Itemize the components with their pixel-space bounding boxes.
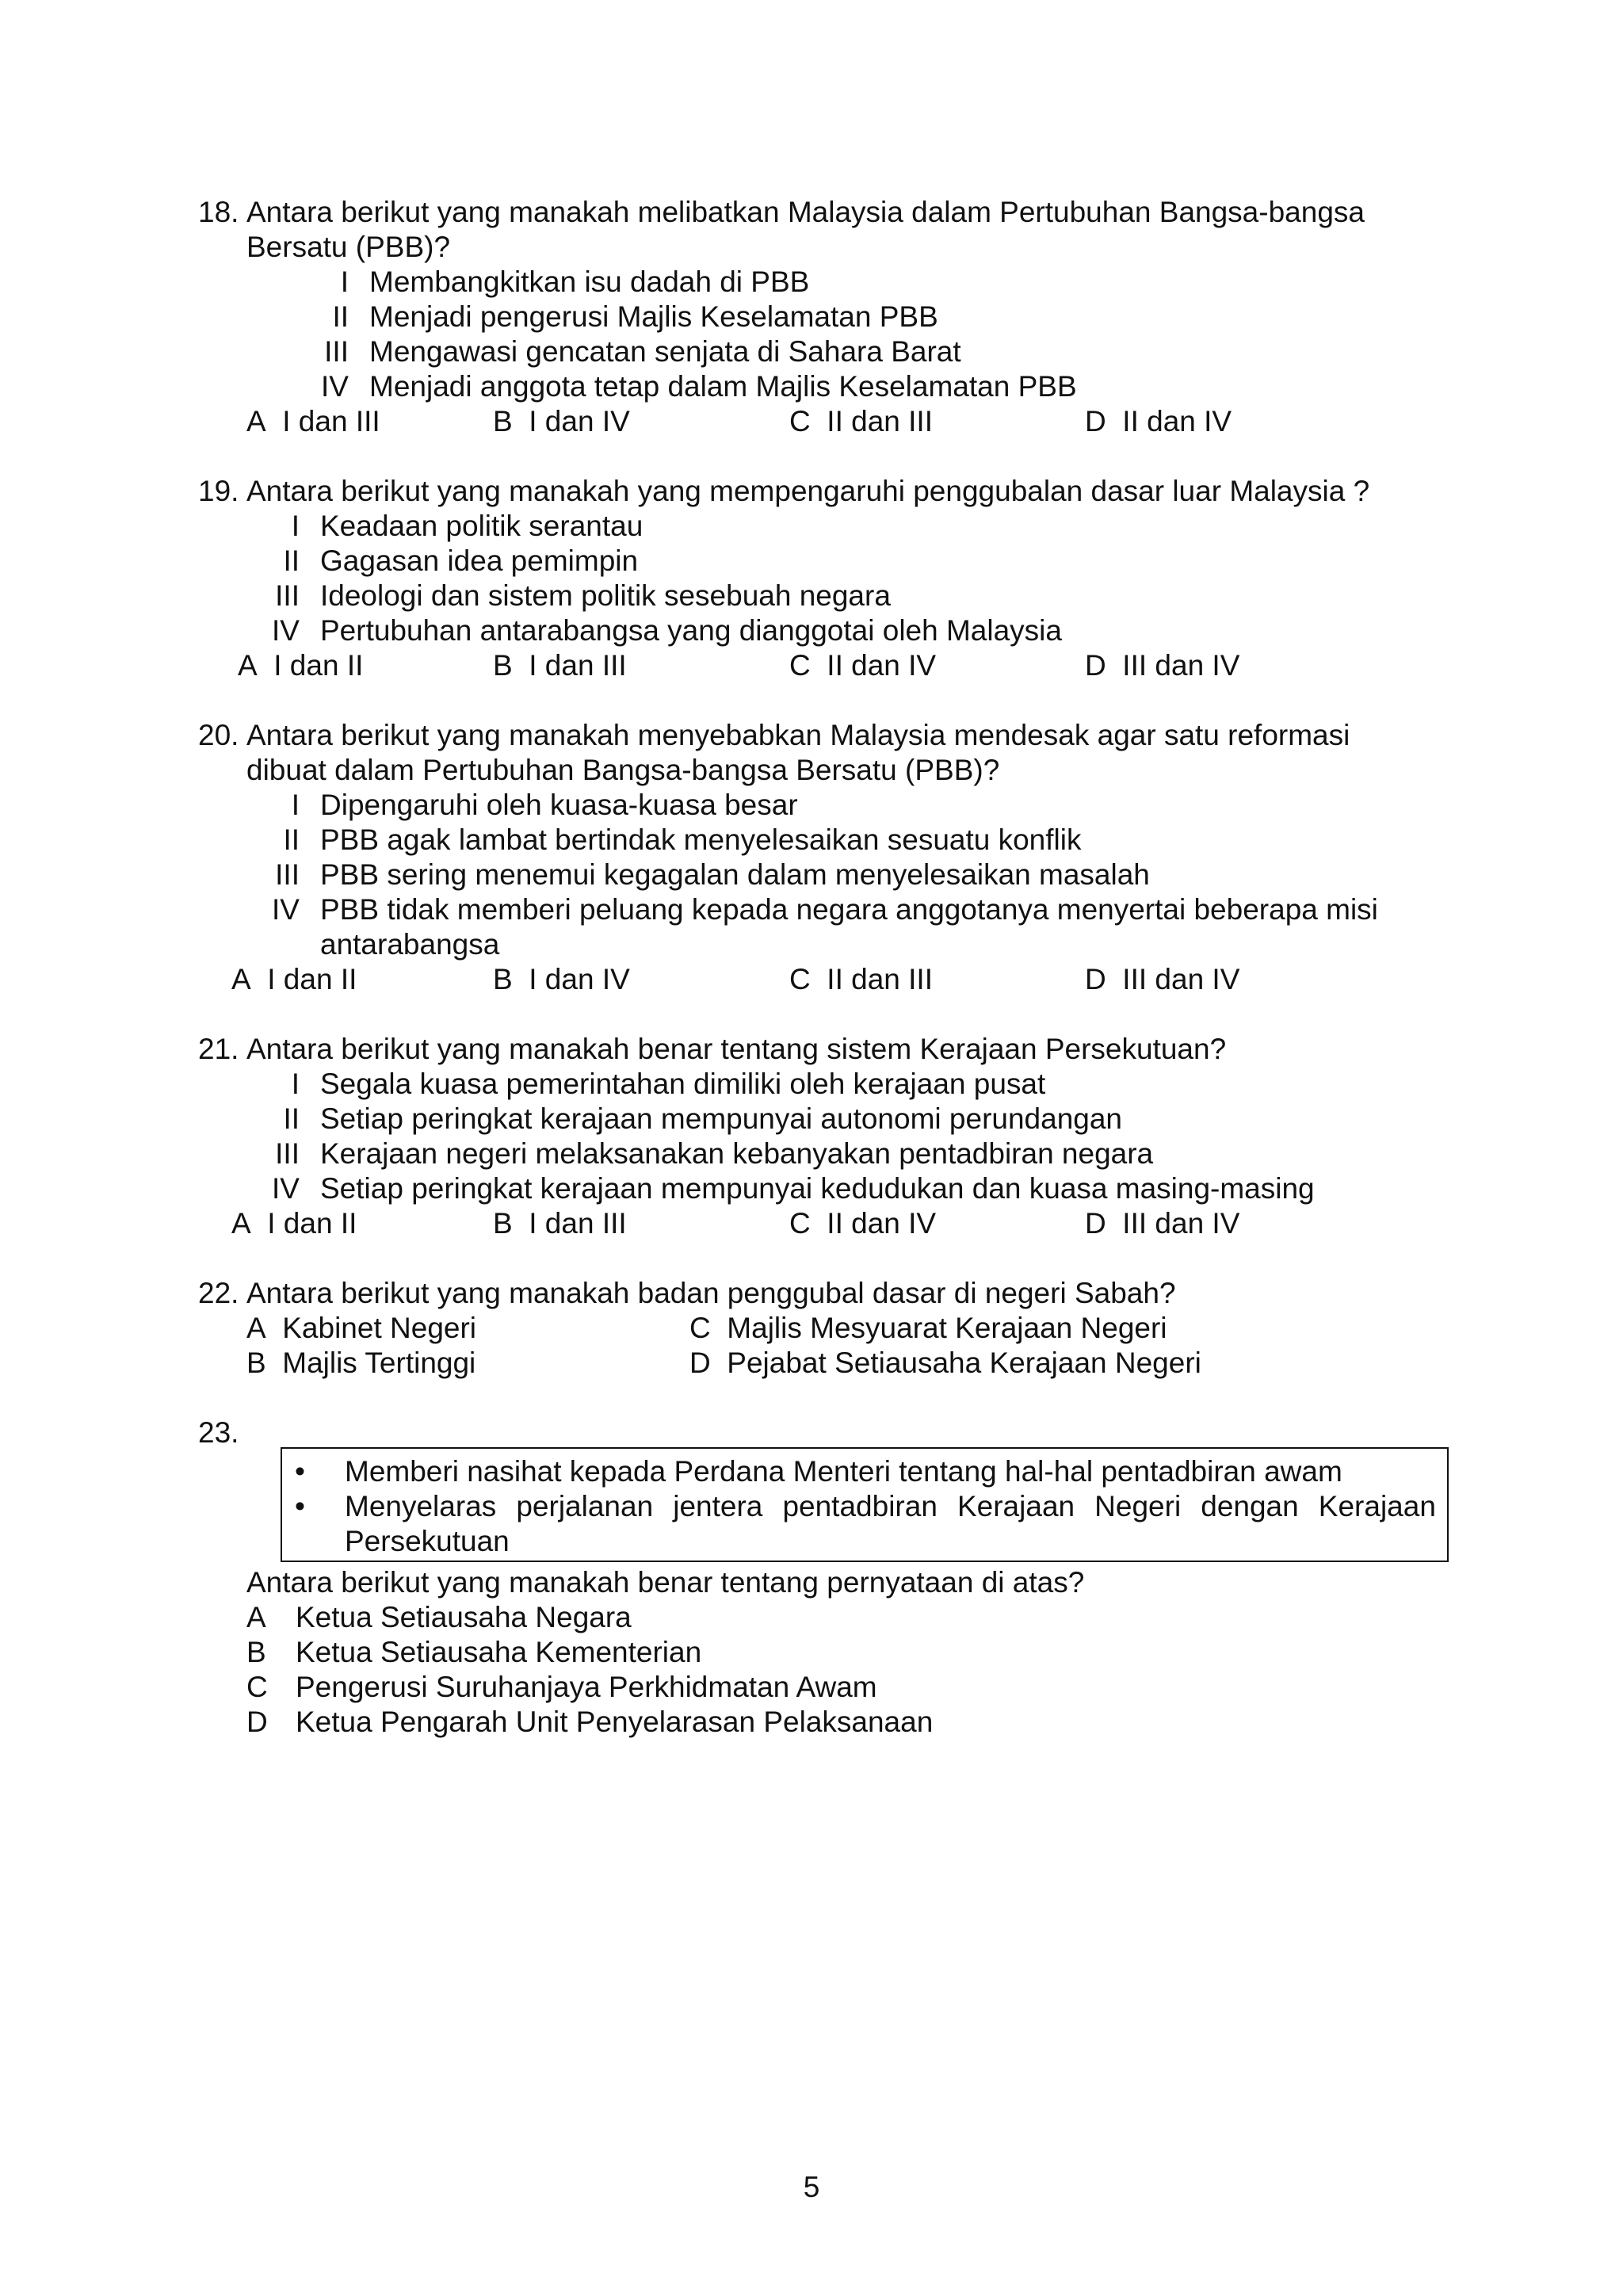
item-roman: I: [291, 1068, 300, 1100]
option-letter: B: [493, 963, 513, 995]
option-b[interactable]: [246, 1346, 475, 1381]
item-roman: IV: [272, 893, 300, 926]
item-text: Menjadi anggota tetap dalam Majlis Keselamatan PBB: [369, 370, 1077, 403]
option-letter: D: [1085, 405, 1106, 437]
option-text: I dan II: [267, 1207, 357, 1240]
question-number: 22.: [198, 1277, 239, 1309]
item-text: Mengawasi gencatan senjata di Sahara Barat: [369, 335, 961, 368]
item-roman: III: [275, 858, 300, 891]
statement-word: Kerajaan: [957, 1490, 1075, 1522]
option-c[interactable]: [789, 648, 936, 683]
item-text-cont: antarabangsa: [320, 928, 500, 961]
option-text: Ketua Setiausaha Kementerian: [296, 1636, 702, 1668]
item-text: PBB agak lambat bertindak menyelesaikan sesuatu konflik: [320, 823, 1082, 856]
option-d[interactable]: [246, 1705, 933, 1740]
option-text: II dan III: [827, 963, 933, 995]
option-letter: C: [789, 1207, 811, 1240]
option-text: Majlis Mesyuarat Kerajaan Negeri: [727, 1312, 1167, 1344]
option-letter: C: [689, 1312, 711, 1344]
item-text: Setiap peringkat kerajaan mempunyai autonomi perundangan: [320, 1102, 1123, 1135]
option-c[interactable]: [789, 962, 933, 997]
option-letter: B: [493, 649, 513, 682]
option-b[interactable]: [493, 962, 630, 997]
option-a[interactable]: [246, 1311, 476, 1346]
question-number: 21.: [198, 1033, 239, 1065]
item-roman: I: [291, 510, 300, 542]
item-roman: III: [275, 579, 300, 612]
statement-text: [345, 1489, 1436, 1524]
statement-word: jentera: [673, 1490, 763, 1522]
question-number: 19.: [198, 475, 239, 507]
item-roman: III: [275, 1137, 300, 1170]
question-stem-cont: Bersatu (PBB)?: [246, 231, 451, 263]
item-roman: II: [332, 300, 349, 333]
question-number: 18.: [198, 196, 239, 228]
option-text: I dan III: [282, 405, 380, 437]
option-letter: B: [246, 1347, 266, 1379]
option-b[interactable]: [493, 404, 630, 439]
question-number: 23.: [198, 1416, 239, 1449]
option-text: Majlis Tertinggi: [282, 1347, 476, 1379]
option-a[interactable]: [231, 962, 357, 997]
option-letter: D: [246, 1706, 268, 1738]
option-text: I dan IV: [529, 405, 630, 437]
item-text: Menjadi pengerusi Majlis Keselamatan PBB: [369, 300, 938, 333]
option-d[interactable]: [1085, 648, 1239, 683]
option-d[interactable]: [1085, 1206, 1239, 1241]
option-text: I dan III: [529, 1207, 627, 1240]
item-roman: II: [283, 1102, 300, 1135]
option-letter: B: [246, 1636, 266, 1668]
item-text: Setiap peringkat kerajaan mempunyai kedudukan dan kuasa masing-masing: [320, 1172, 1315, 1205]
statement-word: perjalanan: [516, 1490, 654, 1522]
option-text: III dan IV: [1122, 963, 1240, 995]
item-text: Ideologi dan sistem politik sesebuah negara: [320, 579, 891, 612]
item-roman: III: [324, 335, 349, 368]
option-b[interactable]: [246, 1635, 701, 1670]
option-d[interactable]: [689, 1346, 1201, 1381]
item-text: Gagasan idea pemimpin: [320, 544, 639, 577]
option-text: Pengerusi Suruhanjaya Perkhidmatan Awam: [296, 1671, 877, 1703]
question-stem: Antara berikut yang manakah benar tentang sistem Kerajaan Persekutuan?: [246, 1033, 1227, 1065]
option-letter: D: [1085, 1207, 1106, 1240]
option-letter: C: [789, 405, 811, 437]
option-text: I dan IV: [529, 963, 630, 995]
statement-word: Kerajaan: [1318, 1490, 1436, 1522]
option-letter: A: [246, 405, 266, 437]
option-letter: D: [1085, 649, 1106, 682]
option-text: I dan II: [273, 649, 364, 682]
option-b[interactable]: [493, 1206, 627, 1241]
item-text: Membangkitkan isu dadah di PBB: [369, 266, 810, 298]
option-a[interactable]: [246, 404, 380, 439]
bullet-icon: •: [295, 1455, 305, 1488]
option-letter: A: [231, 1207, 251, 1240]
option-text: I dan III: [529, 649, 627, 682]
option-text: II dan IV: [827, 1207, 937, 1240]
option-text: Ketua Setiausaha Negara: [296, 1601, 632, 1633]
statement-word: dengan: [1201, 1490, 1299, 1522]
item-text: Pertubuhan antarabangsa yang dianggotai oleh Malaysia: [320, 614, 1062, 647]
statement-word: pentadbiran: [782, 1490, 938, 1522]
question-stem: Antara berikut yang manakah yang mempengaruhi penggubalan dasar luar Malaysia ?: [246, 475, 1370, 507]
statement-word: Menyelaras: [345, 1490, 497, 1522]
option-letter: A: [238, 649, 258, 682]
option-c[interactable]: [789, 1206, 936, 1241]
option-d[interactable]: [1085, 404, 1232, 439]
option-text: I dan II: [267, 963, 357, 995]
option-letter: B: [493, 405, 513, 437]
option-c[interactable]: [246, 1670, 877, 1705]
option-letter: A: [231, 963, 251, 995]
statement-word: Negeri: [1094, 1490, 1182, 1522]
option-text: Kabinet Negeri: [282, 1312, 477, 1344]
option-letter: C: [789, 649, 811, 682]
item-text: Segala kuasa pemerintahan dimiliki oleh kerajaan pusat: [320, 1068, 1046, 1100]
option-b[interactable]: [493, 648, 627, 683]
item-roman: IV: [272, 1172, 300, 1205]
option-text: III dan IV: [1122, 649, 1240, 682]
option-text: Ketua Pengarah Unit Penyelarasan Pelaksanaan: [296, 1706, 934, 1738]
option-letter: C: [246, 1671, 268, 1703]
item-roman: I: [291, 789, 300, 821]
item-text: Dipengaruhi oleh kuasa-kuasa besar: [320, 789, 798, 821]
option-text: II dan IV: [827, 649, 937, 682]
question-number: 20.: [198, 719, 239, 751]
question-stem: Antara berikut yang manakah benar tentang pernyataan di atas?: [246, 1566, 1085, 1599]
item-text: PBB sering menemui kegagalan dalam menyelesaikan masalah: [320, 858, 1150, 891]
statement-text: Memberi nasihat kepada Perdana Menteri tentang hal-hal pentadbiran awam: [345, 1455, 1342, 1488]
question-stem-cont: dibuat dalam Pertubuhan Bangsa-bangsa Bersatu (PBB)?: [246, 754, 1000, 786]
option-letter: D: [689, 1347, 711, 1379]
item-text: Keadaan politik serantau: [320, 510, 643, 542]
option-text: Pejabat Setiausaha Kerajaan Negeri: [727, 1347, 1201, 1379]
question-stem: Antara berikut yang manakah menyebabkan Malaysia mendesak agar satu reformasi: [246, 719, 1350, 751]
option-text: III dan IV: [1122, 1207, 1240, 1240]
bullet-icon: •: [295, 1490, 305, 1522]
item-roman: IV: [321, 370, 349, 403]
item-text: PBB tidak memberi peluang kepada negara anggotanya menyertai beberapa misi: [320, 893, 1378, 926]
item-roman: II: [283, 544, 300, 577]
statement-text-cont: Persekutuan: [345, 1525, 510, 1557]
item-roman: II: [283, 823, 300, 856]
item-roman: IV: [272, 614, 300, 647]
option-text: II dan III: [827, 405, 933, 437]
option-text: II dan IV: [1122, 405, 1232, 437]
option-a[interactable]: [231, 1206, 357, 1241]
question-stem: Antara berikut yang manakah melibatkan Malaysia dalam Pertubuhan Bangsa-bangsa: [246, 196, 1365, 228]
option-a[interactable]: [246, 1600, 632, 1635]
option-c[interactable]: [689, 1311, 1167, 1346]
option-letter: B: [493, 1207, 513, 1240]
item-text: Kerajaan negeri melaksanakan kebanyakan pentadbiran negara: [320, 1137, 1154, 1170]
option-letter: D: [1085, 963, 1106, 995]
option-letter: C: [789, 963, 811, 995]
option-c[interactable]: [789, 404, 933, 439]
item-roman: I: [340, 266, 349, 298]
option-a[interactable]: [238, 648, 363, 683]
page-number: 5: [803, 2171, 820, 2203]
option-d[interactable]: [1085, 962, 1239, 997]
question-stem: Antara berikut yang manakah badan penggubal dasar di negeri Sabah?: [246, 1277, 1176, 1309]
option-letter: A: [246, 1312, 266, 1344]
option-letter: A: [246, 1601, 266, 1633]
